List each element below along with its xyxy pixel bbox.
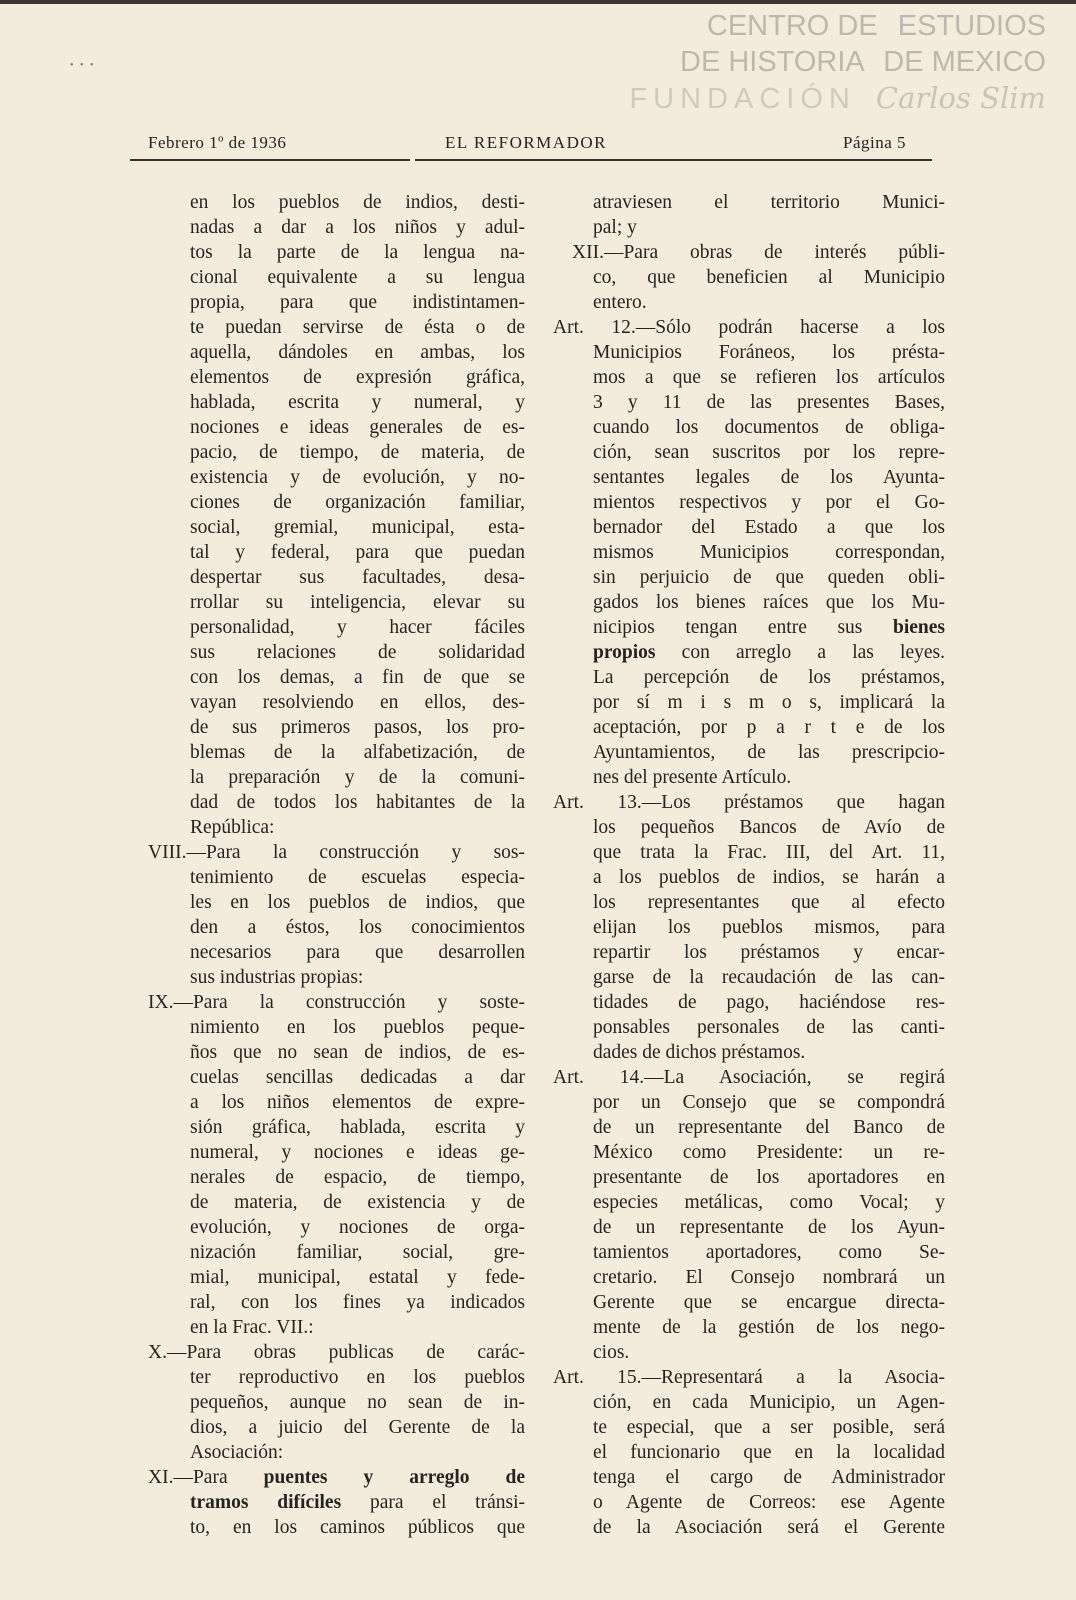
- text-segment: presentante de los aportadores en: [593, 1167, 945, 1188]
- text-line: [553, 665, 945, 690]
- bold-text: tramos difíciles: [190, 1492, 342, 1513]
- text-segment: Art. 12.—Sólo podrán hacerse a los: [553, 317, 945, 338]
- text-segment: sentantes legales de los Ayunta-: [593, 467, 945, 488]
- text-segment: VIII.—Para la construcción y sos-: [148, 842, 525, 863]
- text-line: [553, 615, 945, 640]
- text-segment: o Agente de Correos: ese Agente: [593, 1492, 945, 1513]
- text-line: [148, 615, 525, 640]
- text-segment: social, gremial, municipal, esta-: [190, 517, 525, 538]
- scan-top-edge: [0, 0, 1076, 4]
- header-page-number: Página 5: [843, 133, 907, 152]
- watermark-line: CENTRO DE: [706, 10, 878, 42]
- text-line: [553, 1390, 945, 1415]
- text-segment: a los pueblos de indios, se harán a: [593, 867, 945, 888]
- text-line: [553, 565, 945, 590]
- text-line: [148, 440, 525, 465]
- text-segment: tamientos aportadores, como Se-: [593, 1242, 945, 1263]
- text-segment: ral, con los fines ya indicados: [190, 1292, 525, 1313]
- text-line: [553, 1365, 945, 1390]
- text-line: [148, 1490, 525, 1515]
- text-segment: tal y federal, para que puedan: [190, 542, 525, 563]
- text-line: [148, 1390, 525, 1415]
- text-line: [553, 640, 945, 665]
- text-segment: tos la parte de la lengua na-: [190, 242, 525, 263]
- text-segment: Art. 14.—La Asociación, se regirá: [553, 1067, 945, 1088]
- text-line: [148, 265, 525, 290]
- text-segment: por un Consejo que se compondrá: [593, 1092, 945, 1113]
- text-segment: ños que no sean de indios, de es-: [190, 1042, 525, 1063]
- text-segment: República:: [190, 817, 275, 838]
- text-line: [148, 790, 525, 815]
- text-line: [148, 1040, 525, 1065]
- text-line: [553, 865, 945, 890]
- text-line: [148, 1290, 525, 1315]
- text-line: [553, 1490, 945, 1515]
- text-segment: los representantes que al efecto: [593, 892, 945, 913]
- text-segment: aquella, dándoles en ambas, los: [190, 342, 525, 363]
- text-line: [148, 565, 525, 590]
- text-segment: nerales de espacio, de tiempo,: [190, 1167, 525, 1188]
- text-segment: to, en los caminos públicos que: [190, 1517, 525, 1538]
- text-segment: Art. 13.—Los préstamos que hagan: [553, 792, 945, 813]
- text-segment: tenimiento de escuelas especia-: [190, 867, 525, 888]
- text-line: [553, 990, 945, 1015]
- text-line: [148, 1315, 525, 1340]
- text-segment: evolución, y nociones de orga-: [190, 1217, 525, 1238]
- text-segment: Gerente que se encargue directa-: [593, 1292, 945, 1313]
- text-line: [148, 865, 525, 890]
- text-line: [553, 1240, 945, 1265]
- text-line: [553, 740, 945, 765]
- text-line: [553, 390, 945, 415]
- header-rule-left: [130, 159, 410, 161]
- text-line: [148, 1415, 525, 1440]
- text-line: [148, 1165, 525, 1190]
- watermark-line: ESTUDIOS: [897, 10, 1046, 42]
- text-line: [553, 690, 945, 715]
- text-segment: ter reproductivo en los pueblos: [190, 1367, 525, 1388]
- text-segment: de un representante de los Ayun-: [593, 1217, 945, 1238]
- text-segment: México como Presidente: un re-: [593, 1142, 945, 1163]
- text-line: [148, 540, 525, 565]
- text-segment: bernador del Estado a que los: [593, 517, 945, 538]
- text-line: [148, 765, 525, 790]
- text-line: [148, 840, 525, 865]
- text-segment: cretario. El Consejo nombrará un: [593, 1267, 945, 1288]
- watermark-line: DE MEXICO: [883, 46, 1046, 78]
- text-line: [553, 290, 945, 315]
- text-line: [553, 815, 945, 840]
- text-line: [553, 1165, 945, 1190]
- text-line: [148, 1515, 525, 1540]
- text-line: [148, 515, 525, 540]
- text-line: [148, 1265, 525, 1290]
- text-line: [148, 190, 525, 215]
- left-column: [148, 190, 525, 1540]
- text-line: [553, 340, 945, 365]
- text-line: [553, 1315, 945, 1340]
- text-segment: existencia y de evolución, y no-: [190, 467, 525, 488]
- header-title: EL REFORMADOR: [445, 133, 607, 152]
- text-line: [553, 765, 945, 790]
- text-segment: tenga el cargo de Administrador: [593, 1467, 945, 1488]
- text-line: [553, 540, 945, 565]
- bold-text: propios: [593, 642, 656, 663]
- text-line: [553, 1290, 945, 1315]
- text-segment: X.—Para obras publicas de carác-: [148, 1342, 525, 1363]
- text-segment: cuando los documentos de obliga-: [593, 417, 945, 438]
- text-segment: a los niños elementos de expre-: [190, 1092, 525, 1113]
- text-segment: ción, sean suscritos por los repre-: [593, 442, 945, 463]
- header-date: Febrero 1º de 1936: [148, 133, 287, 152]
- text-line: [553, 790, 945, 815]
- text-line: [148, 1240, 525, 1265]
- text-line: [553, 1415, 945, 1440]
- text-segment: sión gráfica, hablada, escrita y: [190, 1117, 525, 1138]
- text-segment: gados los bienes raíces que los Mu-: [593, 592, 945, 613]
- text-line: [553, 465, 945, 490]
- text-segment: ción, en cada Municipio, un Agen-: [593, 1392, 945, 1413]
- text-segment: elementos de expresión gráfica,: [190, 367, 525, 388]
- text-line: [148, 365, 525, 390]
- text-segment: hablada, escrita y numeral, y: [190, 392, 525, 413]
- text-line: [148, 590, 525, 615]
- text-segment: nadas a dar a los niños y adul-: [190, 217, 525, 238]
- text-segment: personalidad, y hacer fáciles: [190, 617, 525, 638]
- text-line: [553, 840, 945, 865]
- watermark-foundation: FUNDACIÓN: [629, 83, 856, 115]
- text-line: [148, 1440, 525, 1465]
- text-line: [553, 1115, 945, 1140]
- bold-text: bienes: [892, 617, 945, 638]
- watermark: [617, 8, 1046, 122]
- text-line: [148, 740, 525, 765]
- text-segment: necesarios para que desarrollen: [190, 942, 525, 963]
- text-segment: La percepción de los préstamos,: [593, 667, 945, 688]
- text-segment: 3 y 11 de las presentes Bases,: [593, 392, 945, 413]
- text-line: [553, 1065, 945, 1090]
- text-segment: pequeños, aunque no sean de in-: [190, 1392, 525, 1413]
- text-line: [148, 1365, 525, 1390]
- text-line: [553, 1215, 945, 1240]
- text-segment: el funcionario que en la localidad: [593, 1442, 945, 1463]
- text-line: [553, 890, 945, 915]
- text-line: [553, 240, 945, 265]
- text-line: [553, 215, 945, 240]
- text-line: [148, 1115, 525, 1140]
- text-segment: sus industrias propias:: [190, 967, 364, 988]
- text-segment: Municipios Foráneos, los présta-: [593, 342, 945, 363]
- text-line: [553, 1515, 945, 1540]
- text-segment: nes del presente Artículo.: [593, 767, 792, 788]
- text-line: [148, 1190, 525, 1215]
- text-segment: XII.—Para obras de interés públi-: [572, 242, 945, 263]
- text-line: [553, 1090, 945, 1115]
- text-segment: en los pueblos de indios, desti-: [190, 192, 525, 213]
- text-segment: la preparación y de la comuni-: [190, 767, 525, 788]
- text-line: [553, 1465, 945, 1490]
- text-segment: con arreglo a las leyes.: [655, 642, 945, 663]
- text-line: [553, 1015, 945, 1040]
- text-line: [148, 715, 525, 740]
- text-segment: co, que beneficien al Municipio: [593, 267, 945, 288]
- text-line: [553, 190, 945, 215]
- text-line: [148, 815, 525, 840]
- text-segment: te especial, que a ser posible, será: [593, 1417, 945, 1438]
- text-segment: entero.: [593, 292, 647, 313]
- text-segment: Ayuntamientos, de las prescripcio-: [593, 742, 945, 763]
- text-segment: de sus primeros pasos, los pro-: [190, 717, 525, 738]
- scan-marks: • • •: [70, 60, 96, 71]
- text-segment: propia, para que indistintamen-: [190, 292, 525, 313]
- text-segment: pal; y: [593, 217, 637, 238]
- text-segment: dios, a juicio del Gerente de la: [190, 1417, 525, 1438]
- text-line: [148, 1140, 525, 1165]
- text-segment: les en los pueblos de indios, que: [190, 892, 525, 913]
- text-line: [148, 940, 525, 965]
- text-segment: dad de todos los habitantes de la: [190, 792, 525, 813]
- text-segment: nociones e ideas generales de es-: [190, 417, 525, 438]
- text-segment: Asociación:: [190, 1442, 284, 1463]
- text-segment: tidades de pago, haciéndose res-: [593, 992, 945, 1013]
- text-line: [148, 990, 525, 1015]
- text-segment: rrollar su inteligencia, elevar su: [190, 592, 525, 613]
- text-segment: numeral, y nociones e ideas ge-: [190, 1142, 525, 1163]
- text-segment: repartir los préstamos y encar-: [593, 942, 945, 963]
- text-segment: ciones de organización familiar,: [190, 492, 525, 513]
- text-line: [148, 1215, 525, 1240]
- text-line: [553, 415, 945, 440]
- text-segment: mientos respectivos y por el Go-: [593, 492, 945, 513]
- text-line: [148, 315, 525, 340]
- text-segment: den a éstos, los conocimientos: [190, 917, 525, 938]
- text-line: [148, 1340, 525, 1365]
- text-line: [553, 1190, 945, 1215]
- text-segment: nización familiar, social, gre-: [190, 1242, 525, 1263]
- text-line: [553, 1265, 945, 1290]
- text-line: [148, 415, 525, 440]
- text-segment: en la Frac. VII.:: [190, 1317, 314, 1338]
- text-line: [148, 890, 525, 915]
- text-segment: dades de dichos préstamos.: [593, 1042, 806, 1063]
- text-line: [553, 265, 945, 290]
- text-line: [553, 1440, 945, 1465]
- text-line: [553, 590, 945, 615]
- text-line: [148, 215, 525, 240]
- text-segment: sus relaciones de solidaridad: [190, 642, 525, 663]
- text-segment: atraviesen el territorio Munici-: [593, 192, 945, 213]
- text-line: [148, 240, 525, 265]
- text-line: [148, 965, 525, 990]
- text-segment: nimiento en los pueblos peque-: [190, 1017, 525, 1038]
- text-line: [148, 1065, 525, 1090]
- text-segment: los pequeños Bancos de Avío de: [593, 817, 945, 838]
- watermark-row: [617, 44, 1046, 80]
- text-line: [148, 340, 525, 365]
- text-segment: para el tránsi-: [341, 1492, 525, 1513]
- header-rule-right: [415, 159, 932, 161]
- text-segment: vayan resolviendo en ellos, des-: [190, 692, 525, 713]
- text-segment: que trata la Frac. III, del Art. 11,: [593, 842, 945, 863]
- text-line: [553, 1040, 945, 1065]
- text-segment: blemas de la alfabetización, de: [190, 742, 525, 763]
- text-line: [148, 390, 525, 415]
- text-segment: de un representante del Banco de: [593, 1117, 945, 1138]
- text-line: [553, 915, 945, 940]
- right-column: [553, 190, 945, 1540]
- text-segment: IX.—Para la construcción y soste-: [148, 992, 525, 1013]
- watermark-row: [617, 8, 1046, 44]
- text-line: [553, 1340, 945, 1365]
- watermark-signature: Carlos Slim: [875, 81, 1046, 115]
- bold-text: puentes y arreglo de: [263, 1467, 525, 1488]
- text-line: [148, 665, 525, 690]
- text-line: [553, 515, 945, 540]
- text-segment: de materia, de existencia y de: [190, 1192, 525, 1213]
- text-line: [148, 490, 525, 515]
- text-segment: ponsables personales de las canti-: [593, 1017, 945, 1038]
- text-segment: cios.: [593, 1342, 630, 1363]
- text-line: [553, 490, 945, 515]
- text-line: [148, 1090, 525, 1115]
- text-line: [148, 290, 525, 315]
- text-segment: cional equivalente a su lengua: [190, 267, 525, 288]
- text-segment: te puedan servirse de ésta o de: [190, 317, 525, 338]
- text-segment: pacio, de tiempo, de materia, de: [190, 442, 525, 463]
- text-segment: nicipios tengan entre sus: [593, 617, 893, 638]
- text-line: [148, 640, 525, 665]
- text-line: [553, 715, 945, 740]
- text-segment: mial, municipal, estatal y fede-: [190, 1267, 525, 1288]
- text-line: [553, 365, 945, 390]
- text-line: [553, 440, 945, 465]
- text-line: [148, 690, 525, 715]
- text-segment: elijan los pueblos mismos, para: [593, 917, 945, 938]
- text-segment: mente de la gestión de los nego-: [593, 1317, 945, 1338]
- text-line: [553, 315, 945, 340]
- text-line: [148, 915, 525, 940]
- text-line: [553, 940, 945, 965]
- text-segment: XI.—Para: [148, 1467, 264, 1488]
- text-segment: de la Asociación será el Gerente: [593, 1517, 945, 1538]
- text-segment: aceptación, por p a r t e de los: [593, 717, 945, 738]
- text-segment: Art. 15.—Representará a la Asocia-: [553, 1367, 945, 1388]
- text-line: [553, 1140, 945, 1165]
- text-segment: cuelas sencillas dedicadas a dar: [190, 1067, 525, 1088]
- text-line: [148, 465, 525, 490]
- watermark-line: DE HISTORIA: [680, 46, 864, 78]
- text-line: [148, 1465, 525, 1490]
- text-segment: mismos Municipios correspondan,: [593, 542, 945, 563]
- watermark-row: [617, 80, 1046, 116]
- text-segment: despertar sus facultades, desa-: [190, 567, 525, 588]
- text-line: [553, 965, 945, 990]
- text-segment: con los demas, a fin de que se: [190, 667, 525, 688]
- text-segment: mos a que se refieren los artículos: [593, 367, 945, 388]
- text-segment: garse de la recaudación de las can-: [593, 967, 945, 988]
- text-segment: sin perjuicio de que queden obli-: [593, 567, 945, 588]
- text-line: [148, 1015, 525, 1040]
- text-segment: por sí m i s m o s, implicará la: [593, 692, 945, 713]
- text-segment: especies metálicas, como Vocal; y: [593, 1192, 945, 1213]
